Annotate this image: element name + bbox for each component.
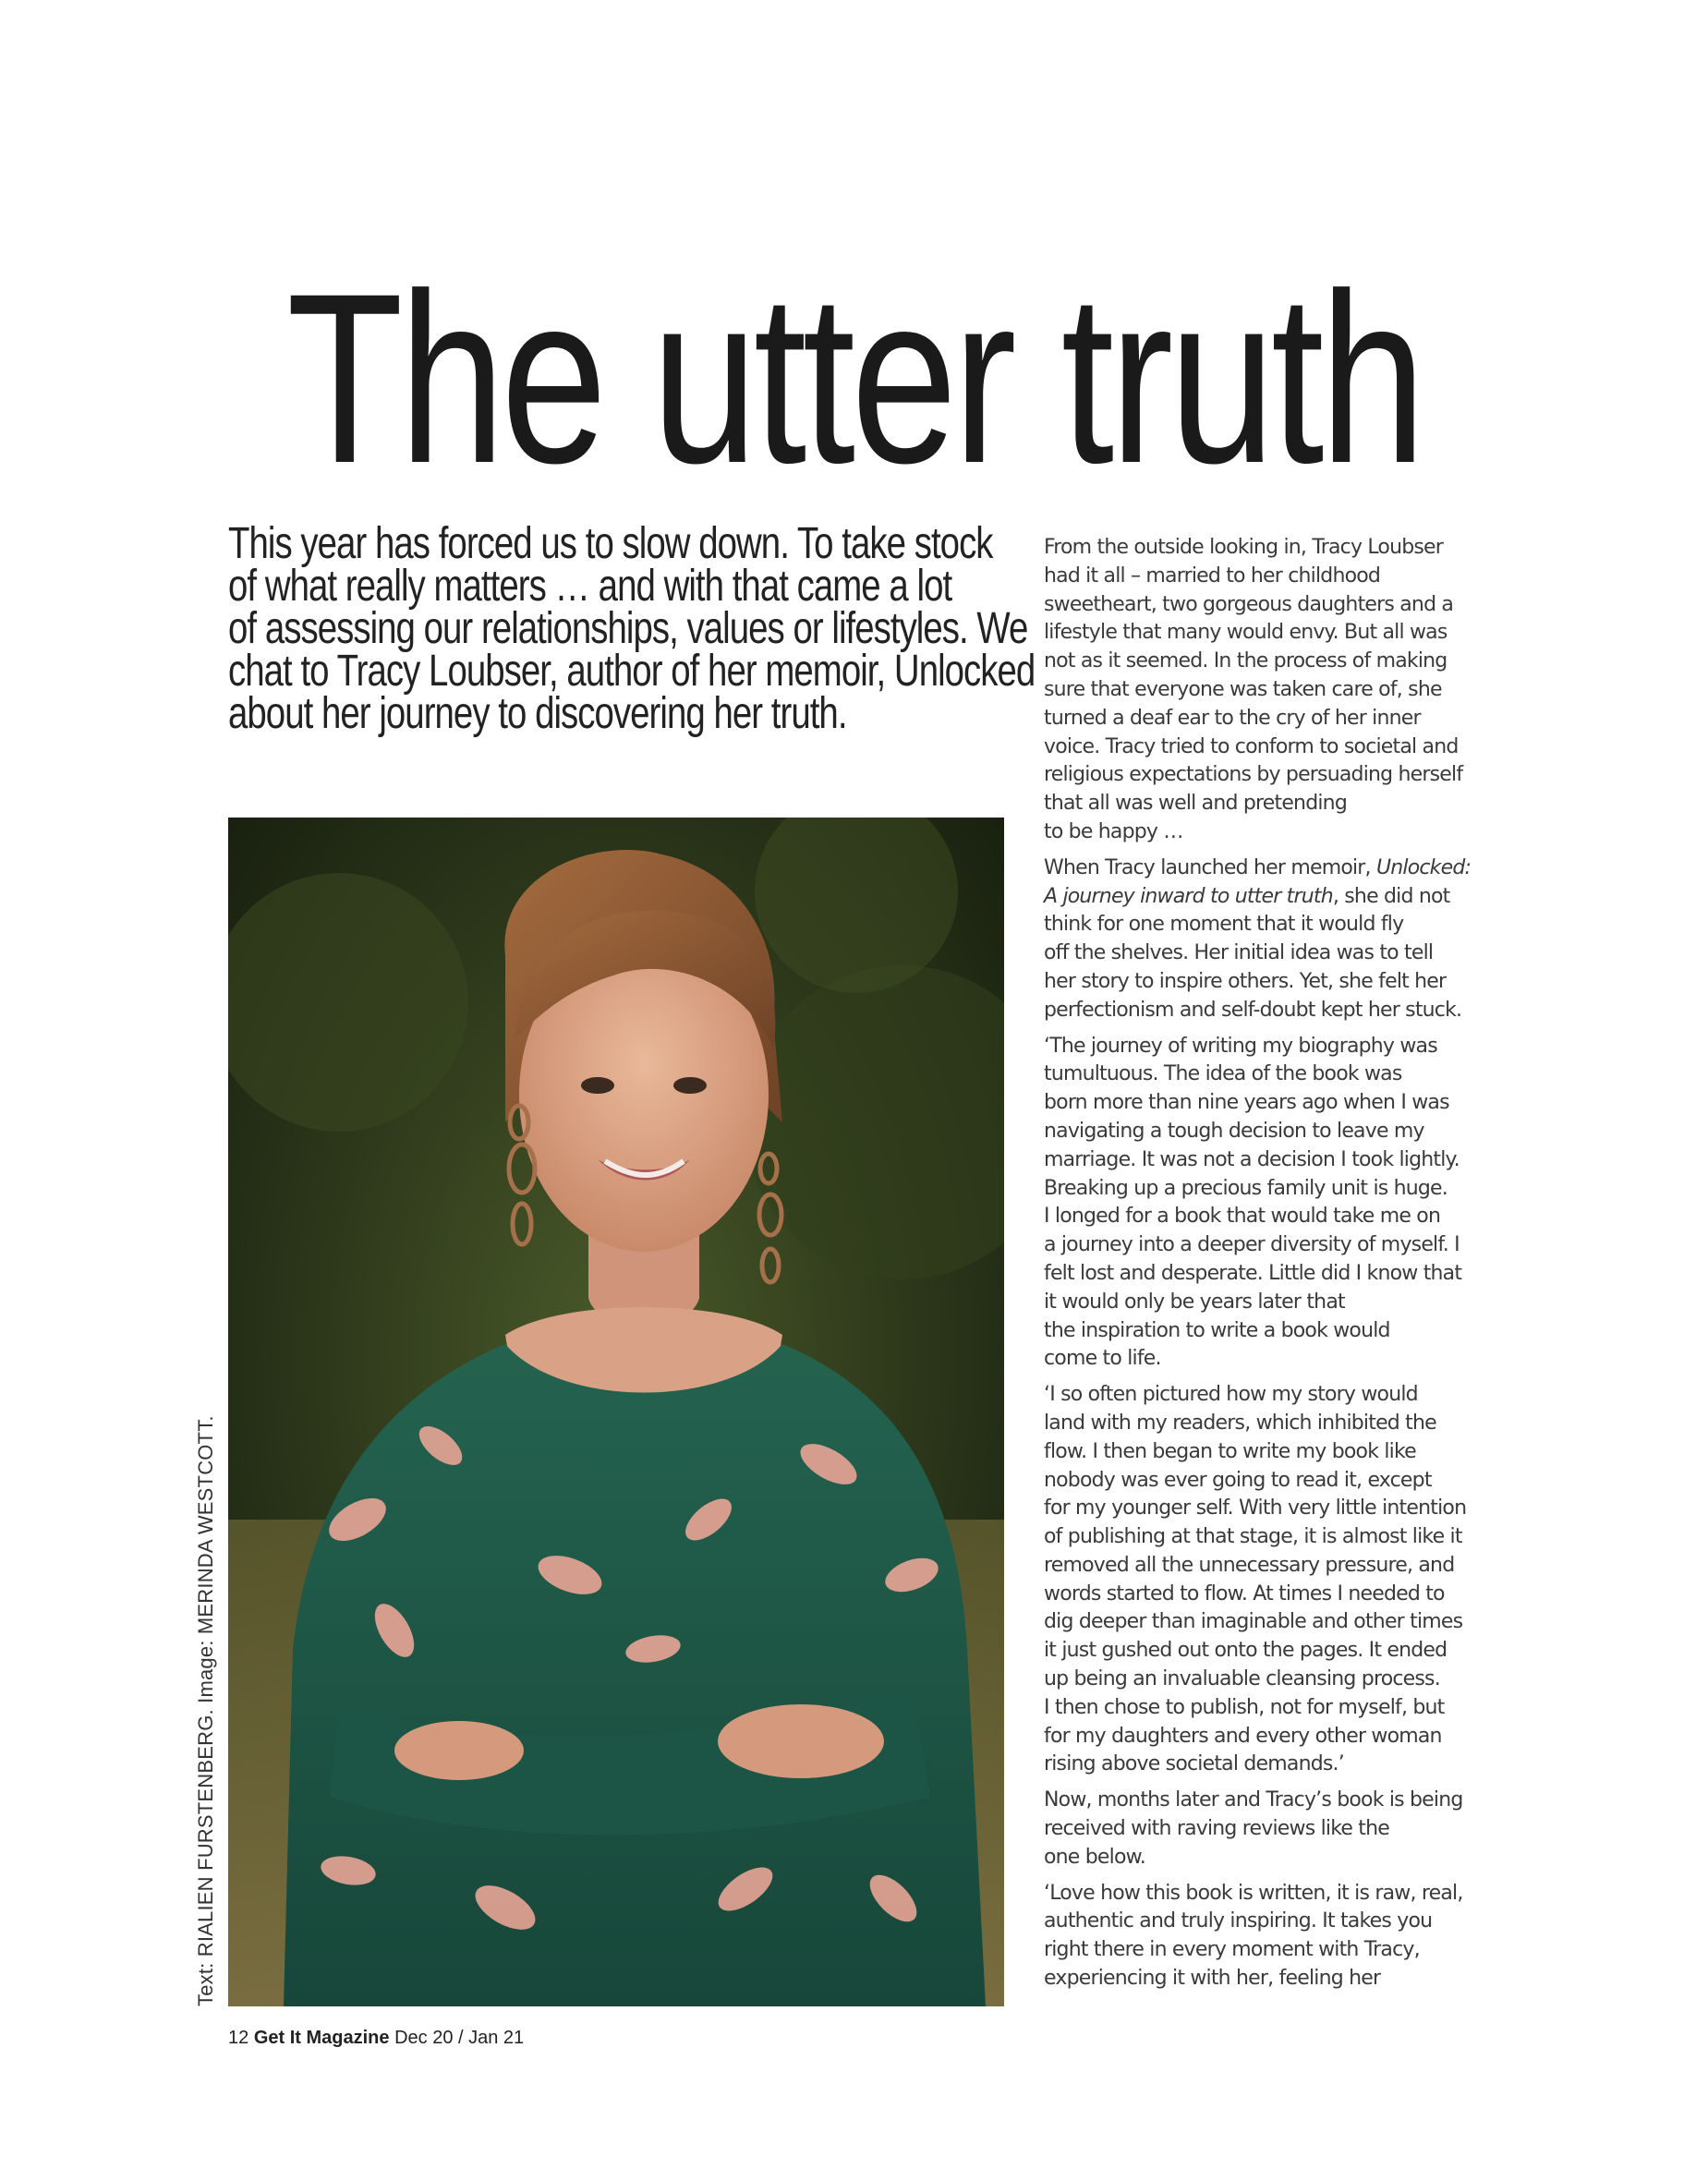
standfirst: [228, 519, 1036, 738]
body-line: had it all – married to her childhood: [1044, 563, 1381, 588]
body-line: for my younger self. With very little intention: [1044, 1496, 1467, 1521]
body-line: come to life.: [1044, 1347, 1161, 1371]
body-line: to be happy …: [1044, 819, 1183, 843]
body-text: , she did not: [1332, 884, 1450, 908]
paragraph: [1044, 1381, 1506, 1779]
body-line: ‘The journey of writing my biography was: [1044, 1034, 1437, 1058]
body-line: turned a deaf ear to the cry of her inner: [1044, 706, 1421, 730]
body-line: her story to inspire others. Yet, she felt her: [1044, 969, 1447, 993]
body-line: a journey into a deeper diversity of myself. I: [1044, 1233, 1460, 1257]
paragraph: [1044, 1880, 1506, 1993]
book-title: A journey inward to utter truth: [1044, 884, 1333, 908]
body-line: for my daughters and every other woman: [1044, 1724, 1442, 1748]
body-line: nobody was ever going to read it, except: [1044, 1468, 1432, 1492]
book-title: Unlocked:: [1375, 855, 1472, 879]
standfirst-line: This year has forced us to slow down. To take stock: [228, 519, 993, 568]
body-line: dig deeper than imaginable and other times: [1044, 1610, 1463, 1634]
body-line: sure that everyone was taken care of, she: [1044, 677, 1442, 701]
body-line: I then chose to publish, not for myself, but: [1044, 1695, 1445, 1719]
body-line: ‘Love how this book is written, it is raw, real,: [1044, 1881, 1463, 1905]
body-line: words started to flow. At times I needed to: [1044, 1581, 1445, 1605]
issue-date: Dec 20 / Jan 21: [394, 2028, 525, 2048]
standfirst-line: chat to Tracy Loubser, author of her memoir, Unlocked: [228, 647, 1036, 696]
body-line: the inspiration to write a book would: [1044, 1318, 1390, 1342]
body-line: it would only be years later that: [1044, 1290, 1345, 1314]
body-line: felt lost and desperate. Little did I know that: [1044, 1261, 1462, 1285]
body-line: authentic and truly inspiring. It takes you: [1044, 1909, 1433, 1933]
body-line: removed all the unnecessary pressure, and: [1044, 1553, 1455, 1577]
body-line: voice. Tracy tried to conform to societal and: [1044, 734, 1459, 758]
body-line: Breaking up a precious family unit is huge.: [1044, 1176, 1448, 1200]
paragraph: [1044, 534, 1506, 847]
standfirst-line: of assessing our relationships, values or lifestyles. We: [228, 604, 1028, 653]
body-line: up being an invaluable cleansing process.: [1044, 1667, 1440, 1691]
body-line: navigating a tough decision to leave my: [1044, 1119, 1424, 1143]
paragraph: [1044, 1787, 1506, 1872]
body-line: flow. I then began to write my book like: [1044, 1439, 1416, 1463]
body-line: received with raving reviews like the: [1044, 1817, 1390, 1841]
body-line: marriage. It was not a decision I took lightly.: [1044, 1147, 1460, 1171]
body-line: of publishing at that stage, it is almost like it: [1044, 1525, 1462, 1549]
headline: The utter truth: [286, 243, 1423, 514]
page-footer: [228, 2028, 524, 2049]
body-line: one below.: [1044, 1845, 1145, 1869]
body-line: that all was well and pretending: [1044, 792, 1347, 816]
body-line: right there in every moment with Tracy,: [1044, 1938, 1420, 1962]
standfirst-line: of what really matters … and with that came a lot: [228, 562, 952, 611]
body-line: land with my readers, which inhibited the: [1044, 1411, 1436, 1435]
paragraph: [1044, 1033, 1506, 1375]
body-line: I longed for a book that would take me on: [1044, 1205, 1441, 1229]
paragraph: [1044, 854, 1506, 1025]
body-line: perfectionism and self-doubt kept her stuck.: [1044, 998, 1462, 1022]
body-line: rising above societal demands.’: [1044, 1752, 1344, 1776]
body-line: it just gushed out onto the pages. It ended: [1044, 1639, 1448, 1663]
body-line: think for one moment that it would fly: [1044, 913, 1404, 937]
body-line: born more than nine years ago when I was: [1044, 1091, 1449, 1115]
body-line: lifestyle that many would envy. But all was: [1044, 621, 1448, 645]
body-line: off the shelves. Her initial idea was to tell: [1044, 941, 1434, 965]
page-number: 12: [228, 2028, 249, 2048]
body-text: When Tracy launched her memoir,: [1044, 855, 1376, 879]
body-line: [1044, 854, 1506, 883]
magazine-name: Get It Magazine: [253, 2028, 390, 2048]
portrait-photo: [228, 818, 1004, 2006]
body-line: experiencing it with her, feeling her: [1044, 1967, 1381, 1991]
body-line: Now, months later and Tracy’s book is being: [1044, 1788, 1463, 1812]
photo-credit: Text: RIALIEN FURSTENBERG. Image: MERINDA WESTCOTT.: [194, 1415, 217, 2006]
body-line: [1044, 883, 1506, 912]
body-line: tumultuous. The idea of the book was: [1044, 1062, 1402, 1086]
body-line: From the outside looking in, Tracy Loubser: [1044, 536, 1444, 559]
body-line: sweetheart, two gorgeous daughters and a: [1044, 592, 1454, 616]
body-line: ‘I so often pictured how my story would: [1044, 1383, 1418, 1407]
body-line: religious expectations by persuading herself: [1044, 763, 1463, 787]
standfirst-line: about her journey to discovering her truth.: [228, 689, 847, 738]
article-body: [1044, 534, 1506, 2001]
body-line: not as it seemed. In the process of making: [1044, 649, 1448, 673]
portrait-illustration: [228, 818, 1004, 2006]
